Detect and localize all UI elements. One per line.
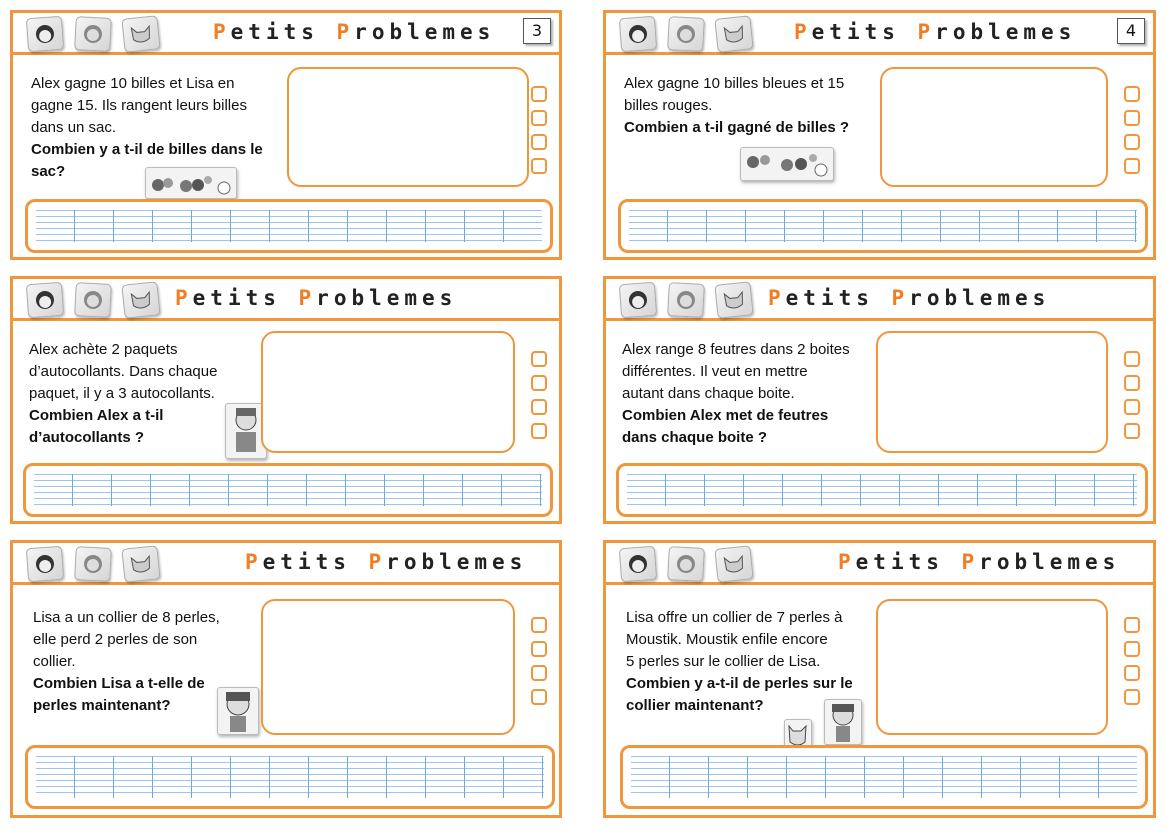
checkbox[interactable] (531, 641, 547, 657)
checkbox[interactable] (531, 158, 547, 174)
alex-face-icon (74, 282, 112, 318)
checkbox[interactable] (531, 351, 547, 367)
writing-lines[interactable] (25, 199, 553, 253)
card-title: Petits Problemes (794, 20, 1077, 44)
writing-lines[interactable] (25, 745, 555, 809)
character-faces (620, 283, 752, 317)
checkbox-column (531, 86, 547, 174)
girl-icon (824, 699, 862, 745)
alex-face-icon (667, 282, 705, 318)
card-header (606, 543, 1153, 585)
writing-lines[interactable] (616, 463, 1148, 517)
lisa-face-icon (619, 546, 657, 582)
answer-box[interactable] (876, 331, 1108, 453)
checkbox[interactable] (531, 134, 547, 150)
checkbox[interactable] (531, 665, 547, 681)
checkbox-column (1124, 617, 1140, 705)
problem-text: Lisa offre un collier de 7 perles à Moustik. Moustik enfile encore 5 perles sur le collier de Lisa. Combien y a-t-il de perles sur le collier maintenant? (626, 609, 853, 714)
alex-face-icon (667, 16, 705, 52)
checkbox[interactable] (1124, 351, 1140, 367)
checkbox[interactable] (531, 689, 547, 705)
lisa-face-icon (26, 16, 64, 52)
problem-card-necklace-lisa (10, 540, 562, 818)
checkbox-column (531, 351, 547, 439)
cat-face-icon (714, 545, 753, 583)
lisa-face-icon (26, 282, 64, 318)
answer-box[interactable] (287, 67, 529, 187)
checkbox[interactable] (1124, 641, 1140, 657)
checkbox[interactable] (1124, 399, 1140, 415)
card-title: Petits Problemes (838, 550, 1121, 574)
character-faces (620, 17, 752, 51)
lisa-face-icon (26, 546, 64, 582)
problem-card-necklace-moustik (603, 540, 1156, 818)
problem-text: Alex achète 2 paquets d’autocollants. Dans chaque paquet, il y a 3 autocollants. Combien Alex a t-il d’autocollants ? (29, 341, 218, 446)
checkbox[interactable] (1124, 689, 1140, 705)
problem-text: Alex gagne 10 billes bleues et 15 billes rouges. Combien a t-il gagné de billes ? (624, 75, 850, 136)
problem-text: Alex gagne 10 billes et Lisa en gagne 15. Ils rangent leurs billes dans un sac. Combien y a t-il de billes dans le sac? (31, 75, 263, 180)
checkbox[interactable] (1124, 375, 1140, 391)
answer-box[interactable] (261, 331, 515, 453)
problem-text: Alex range 8 feutres dans 2 boites différentes. Il veut en mettre autant dans chaque boite. Combien Alex met de feutres dans chaque boite ? (622, 341, 850, 446)
checkbox[interactable] (531, 375, 547, 391)
checkbox[interactable] (531, 399, 547, 415)
character-faces (620, 547, 752, 581)
card-header (13, 543, 559, 585)
lisa-face-icon (619, 282, 657, 318)
alex-face-icon (74, 546, 112, 582)
cat-face-icon (121, 15, 160, 53)
answer-box[interactable] (261, 599, 515, 735)
cat-face-icon (121, 545, 160, 583)
character-faces (27, 17, 159, 51)
writing-lines[interactable] (620, 745, 1148, 809)
checkbox-column (531, 617, 547, 705)
card-number: 3 (523, 18, 551, 44)
lisa-face-icon (619, 16, 657, 52)
marbles-icon (145, 167, 237, 199)
checkbox[interactable] (1124, 158, 1140, 174)
problem-card-3 (10, 10, 562, 260)
card-title: Petits Problemes (213, 20, 496, 44)
checkbox[interactable] (1124, 86, 1140, 102)
checkbox-column (1124, 351, 1140, 439)
checkbox[interactable] (531, 617, 547, 633)
writing-lines[interactable] (618, 199, 1148, 253)
cat-face-icon (714, 15, 753, 53)
checkbox[interactable] (531, 110, 547, 126)
card-number: 4 (1117, 18, 1145, 44)
card-header (13, 279, 559, 321)
answer-box[interactable] (876, 599, 1108, 735)
character-faces (27, 547, 159, 581)
checkbox[interactable] (531, 86, 547, 102)
checkbox[interactable] (531, 423, 547, 439)
problem-card-4 (603, 10, 1156, 260)
card-title: Petits Problemes (245, 550, 528, 574)
checkbox[interactable] (1124, 665, 1140, 681)
checkbox[interactable] (1124, 423, 1140, 439)
checkbox[interactable] (1124, 617, 1140, 633)
problem-card-stickers (10, 276, 562, 524)
character-faces (27, 283, 159, 317)
problem-card-markers (603, 276, 1156, 524)
card-header (13, 13, 559, 55)
answer-box[interactable] (880, 67, 1108, 187)
writing-lines[interactable] (23, 463, 553, 517)
card-title: Petits Problemes (175, 286, 458, 310)
card-title: Petits Problemes (768, 286, 1051, 310)
card-header (606, 13, 1153, 55)
alex-face-icon (667, 546, 705, 582)
girl-icon (217, 687, 259, 735)
cat-face-icon (714, 281, 753, 319)
alex-face-icon (74, 16, 112, 52)
problem-text: Lisa a un collier de 8 perles, elle perd 2 perles de son collier. Combien Lisa a t-elle de perles maintenant? (33, 609, 220, 714)
checkbox-column (1124, 86, 1140, 174)
marbles-icon (740, 147, 834, 181)
checkbox[interactable] (1124, 110, 1140, 126)
cat-face-icon (121, 281, 160, 319)
checkbox[interactable] (1124, 134, 1140, 150)
card-header (606, 279, 1153, 321)
